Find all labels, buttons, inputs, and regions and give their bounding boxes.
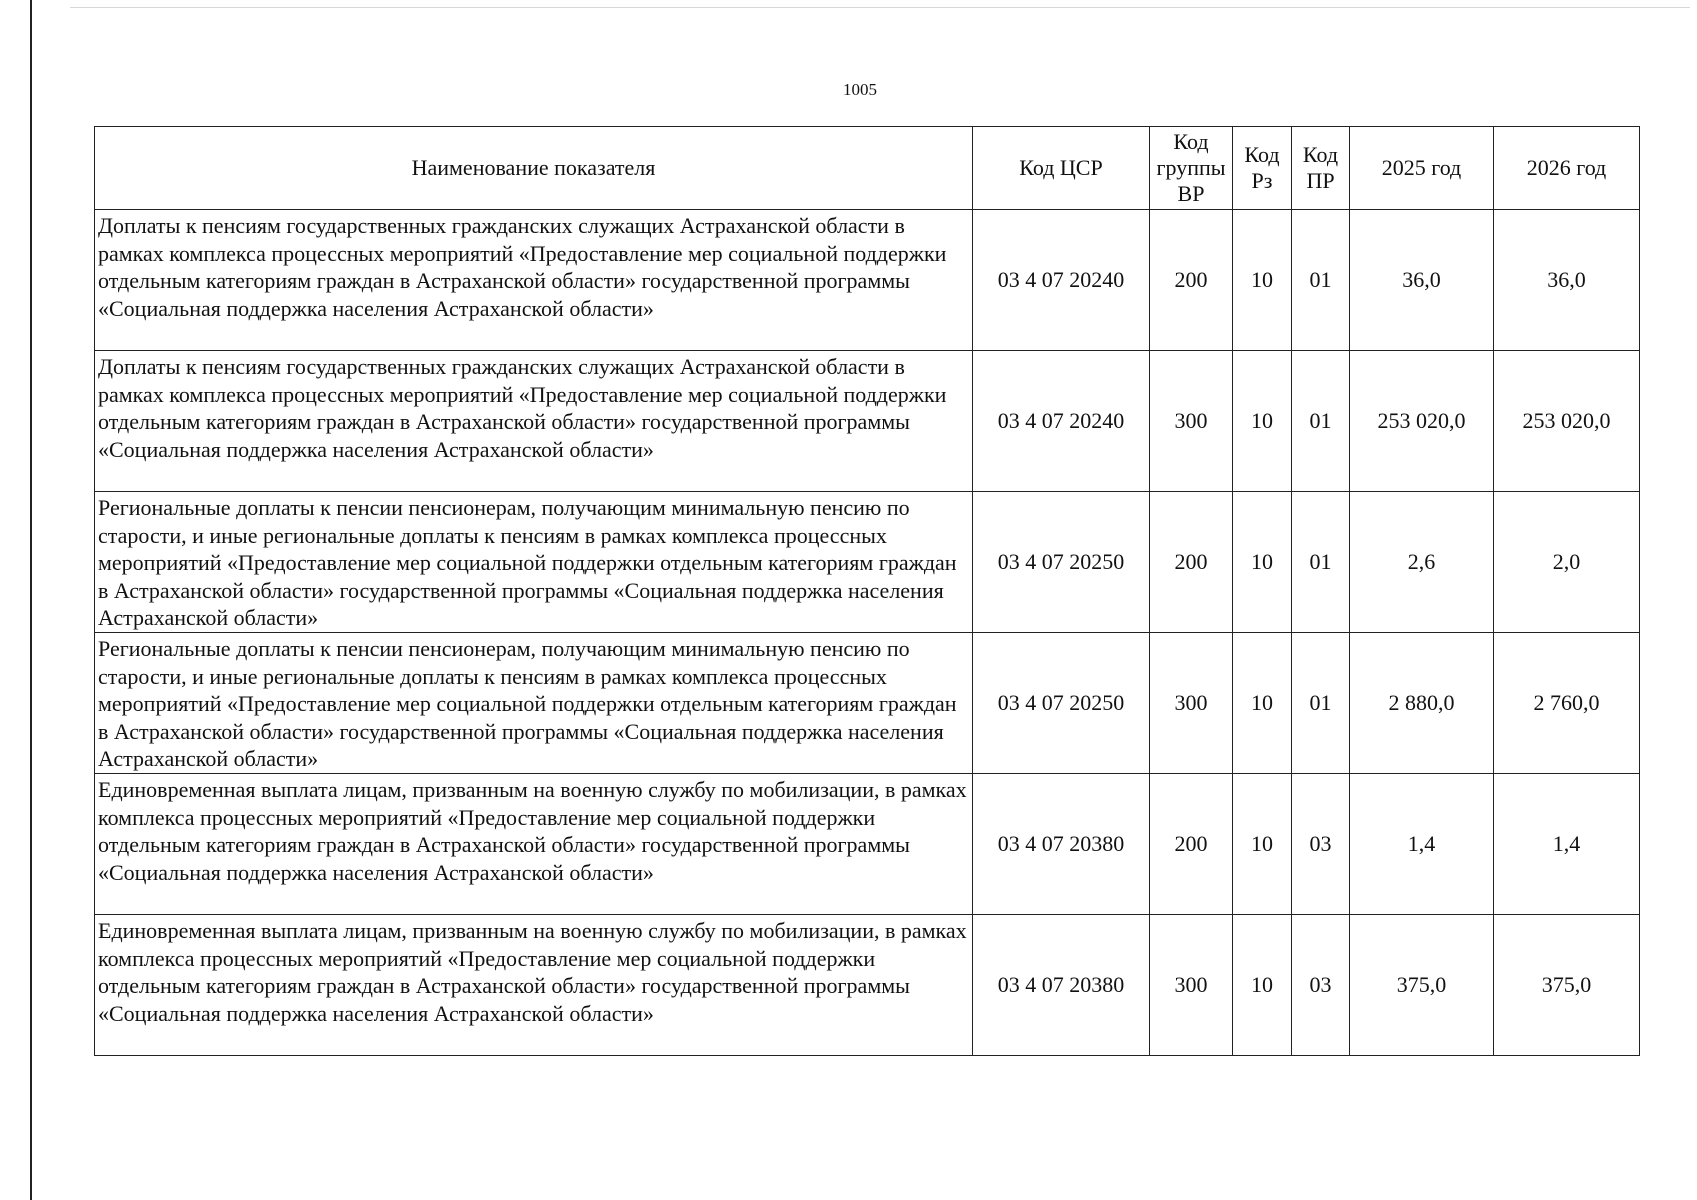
cell-rz: 10 [1233,774,1292,915]
cell-vr: 300 [1150,633,1233,774]
cell-csr: 03 4 07 20250 [973,633,1150,774]
cell-vr: 200 [1150,492,1233,633]
header-name: Наименование показателя [95,127,973,210]
table-row [95,633,1640,774]
cell-vr: 200 [1150,774,1233,915]
cell-name: Доплаты к пенсиям государственных гражданских служащих Астраханской области в рамках комплекса процессных мероприятий «Предоставление мер социальной поддержки отдельным категориям граждан в Астраханской области» государственной программы «Социальная поддержка населения Астраханской области» [95,351,973,492]
table-header-row [95,127,1640,210]
header-pr: Код ПР [1292,127,1350,210]
cell-2026: 36,0 [1494,210,1640,351]
cell-2025: 2,6 [1350,492,1494,633]
cell-rz: 10 [1233,210,1292,351]
cell-2026: 375,0 [1494,915,1640,1056]
cell-rz: 10 [1233,351,1292,492]
cell-2026: 2,0 [1494,492,1640,633]
cell-csr: 03 4 07 20380 [973,774,1150,915]
table-row [95,210,1640,351]
cell-name: Единовременная выплата лицам, призванным на военную службу по мобилизации, в рамках комплекса процессных мероприятий «Предоставление мер социальной поддержки отдельным категориям граждан в Астраханской области» государственной программы «Социальная поддержка населения Астраханской области» [95,915,973,1056]
cell-pr: 01 [1292,351,1350,492]
cell-rz: 10 [1233,633,1292,774]
budget-table [94,126,1640,1056]
cell-2025: 253 020,0 [1350,351,1494,492]
cell-vr: 300 [1150,351,1233,492]
scan-edge-top [70,7,1690,8]
cell-pr: 03 [1292,915,1350,1056]
cell-pr: 03 [1292,774,1350,915]
cell-pr: 01 [1292,633,1350,774]
cell-pr: 01 [1292,492,1350,633]
table-row [95,915,1640,1056]
table-row [95,492,1640,633]
cell-csr: 03 4 07 20250 [973,492,1150,633]
page-number: 1005 [843,80,877,99]
cell-csr: 03 4 07 20240 [973,351,1150,492]
cell-2025: 375,0 [1350,915,1494,1056]
scan-edge-left [30,0,32,1200]
cell-2025: 2 880,0 [1350,633,1494,774]
header-2026: 2026 год [1494,127,1640,210]
cell-rz: 10 [1233,915,1292,1056]
cell-2025: 1,4 [1350,774,1494,915]
header-csr: Код ЦСР [973,127,1150,210]
cell-2026: 253 020,0 [1494,351,1640,492]
cell-name: Единовременная выплата лицам, призванным на военную службу по мобилизации, в рамках комплекса процессных мероприятий «Предоставление мер социальной поддержки отдельным категориям граждан в Астраханской области» государственной программы «Социальная поддержка населения Астраханской области» [95,774,973,915]
cell-name: Доплаты к пенсиям государственных гражданских служащих Астраханской области в рамках комплекса процессных мероприятий «Предоставление мер социальной поддержки отдельным категориям граждан в Астраханской области» государственной программы «Социальная поддержка населения Астраханской области» [95,210,973,351]
cell-name: Региональные доплаты к пенсии пенсионерам, получающим минимальную пенсию по старости, и иные региональные доплаты к пенсиям в рамках комплекса процессных мероприятий «Предоставление мер социальной поддержки отдельным категориям граждан в Астраханской области» государственной программы «Социальная поддержка населения Астраханской области» [95,492,973,633]
cell-vr: 200 [1150,210,1233,351]
cell-vr: 300 [1150,915,1233,1056]
cell-csr: 03 4 07 20380 [973,915,1150,1056]
cell-2025: 36,0 [1350,210,1494,351]
cell-2026: 1,4 [1494,774,1640,915]
cell-csr: 03 4 07 20240 [973,210,1150,351]
header-rz: Код Рз [1233,127,1292,210]
cell-name: Региональные доплаты к пенсии пенсионерам, получающим минимальную пенсию по старости, и иные региональные доплаты к пенсиям в рамках комплекса процессных мероприятий «Предоставление мер социальной поддержки отдельным категориям граждан в Астраханской области» государственной программы «Социальная поддержка населения Астраханской области» [95,633,973,774]
cell-2026: 2 760,0 [1494,633,1640,774]
table-row [95,351,1640,492]
cell-rz: 10 [1233,492,1292,633]
header-vr: Код группы ВР [1150,127,1233,210]
table-row [95,774,1640,915]
header-2025: 2025 год [1350,127,1494,210]
cell-pr: 01 [1292,210,1350,351]
